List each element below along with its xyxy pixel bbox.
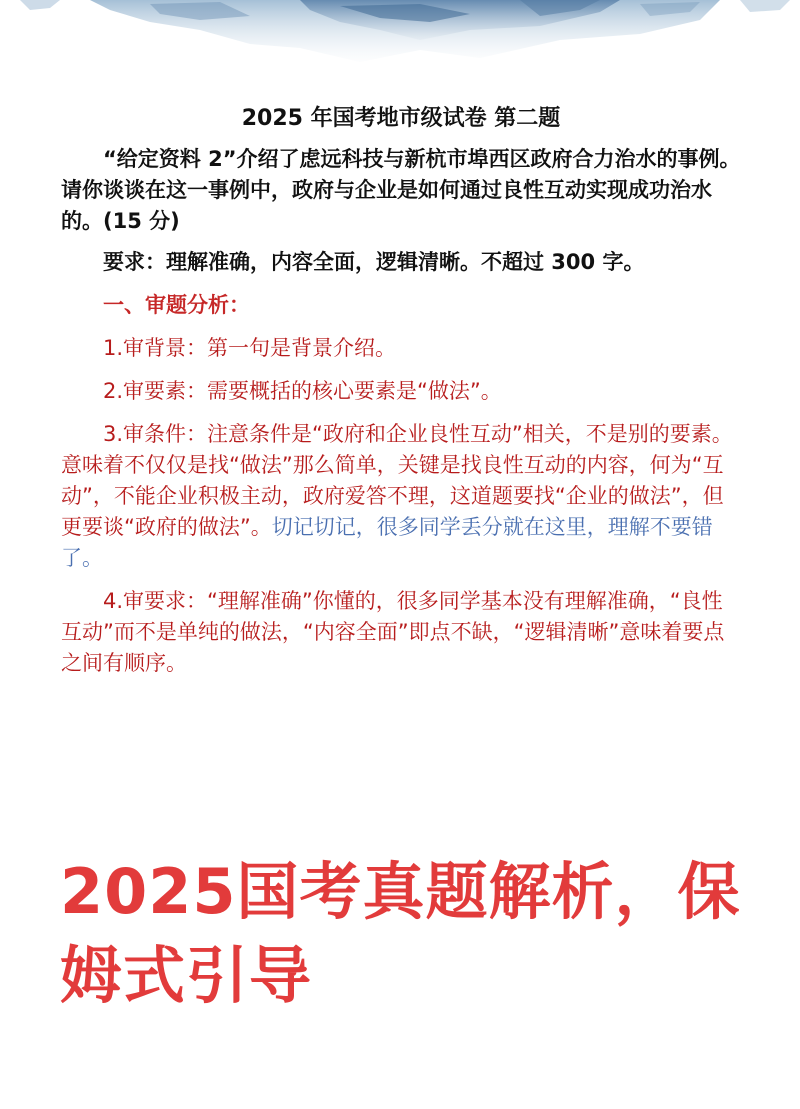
- analysis-item-background: 1.审背景：第一句是背景介绍。: [103, 336, 397, 360]
- requirement-text: 要求：理解准确，内容全面，逻辑清晰。不超过 300 字。: [103, 250, 645, 274]
- promo-headline: 2025国考真题解析，保姆式引导: [60, 855, 741, 1012]
- document-body: [61, 104, 741, 691]
- warning-note: 切记切记，很多同学丢分就在这里，理解不要错了。: [61, 515, 713, 570]
- question-text: “给定资料 2”介绍了虑远科技与新杭市埠西区政府合力治水的事例。请你谈谈在这一事例中，政府与企业是如何通过良性互动实现成功治水的。(15 分): [61, 147, 741, 233]
- analysis-item-requirements: 4.审要求：“理解准确”你懂的，很多同学基本没有理解准确，“良性互动”而不是单纯的做法，“内容全面”即点不缺，“逻辑清晰”意味着要点之间有顺序。: [61, 589, 725, 675]
- document-title: 2025 年国考地市级试卷 第二题: [241, 106, 561, 131]
- analysis-item-conditions-text: 3.审条件：注意条件是“政府和企业良性互动”相关，不是别的要素。意味着不仅仅是找“做法”那么简单，关键是找良性互动的内容，何为“互动”，不能企业积极主动，政府爱答不理，这道题要找“企业的做法”，但更要谈“政府的做法”。: [61, 422, 733, 539]
- analysis-item-conditions: [61, 419, 741, 574]
- section-heading: 一、审题分析：: [103, 293, 250, 317]
- analysis-item-elements: 2.审要素：需要概括的核心要素是“做法”。: [103, 379, 502, 403]
- watercolor-banner: [0, 0, 800, 70]
